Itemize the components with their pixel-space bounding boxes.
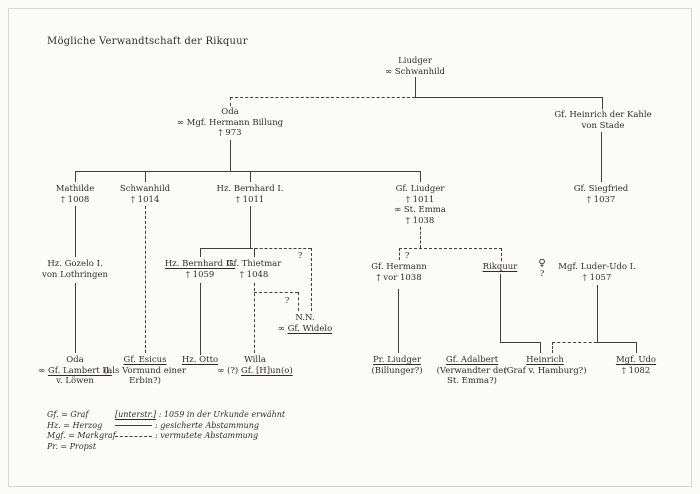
person-note: Erbin?)	[129, 376, 161, 386]
legend-underline-row	[115, 410, 285, 421]
death-date: † 1008	[60, 194, 90, 205]
legend-solid-row	[115, 421, 285, 432]
underlined-name: Gf. Esicus	[123, 355, 167, 365]
node-gf-liudger	[360, 184, 480, 226]
person-name: Gf. Thietmar	[226, 259, 282, 269]
legend-dashed-desc: : vermutete Abstammung	[155, 431, 259, 440]
underlined-spouse-name: Gf. Widelo	[287, 323, 333, 334]
edge-bernhard1-to-nn-dashed-h	[250, 248, 311, 249]
person-origin: v. Löwen	[56, 376, 94, 386]
female-icon: ♀	[538, 258, 546, 269]
edge-billung-children-bus	[75, 171, 420, 172]
edge-hermann-drop-dashed	[399, 248, 400, 260]
legend-dashed-row	[115, 431, 285, 442]
edge-thietmar-drop	[254, 248, 255, 257]
solid-line-swatch	[115, 425, 152, 426]
node-liudger-senior	[355, 56, 475, 77]
person-name: Hz. Bernhard I.	[216, 184, 284, 194]
edge-mathilde-drop	[75, 171, 76, 182]
underlined-name: Hz. Bernhard II.	[164, 259, 236, 269]
person-name: Oda	[66, 355, 84, 365]
edge-thietmar-to-nn-dashed-v	[298, 292, 299, 311]
edge-hermann-to-prliudger	[398, 289, 399, 353]
question-mark-hermann: ?	[405, 251, 410, 260]
underlined-spouse-name: Gf. [H]un(o)	[240, 365, 293, 376]
person-note: St. Emma?)	[447, 376, 497, 386]
node-gozelo	[15, 259, 135, 280]
edge-liudgersr-to-heinrichkahle	[415, 97, 602, 98]
edge-liudgersr-riser	[415, 77, 416, 97]
legend-abbreviations	[47, 410, 116, 452]
person-name: Oda	[221, 107, 239, 117]
page-title: Mögliche Verwandtschaft der Rikquur	[47, 36, 248, 47]
death-date: † 1011	[235, 194, 265, 205]
underlined-name: Pr. Liudger	[372, 355, 422, 365]
edge-gfliudger-drop	[420, 171, 421, 182]
legend-abbr-gf: Gf. = Graf	[47, 410, 89, 419]
edge-bernhard1-riser	[250, 206, 251, 248]
person-name: Liudger	[398, 56, 432, 66]
underlined-name: Hz. Otto	[181, 355, 219, 365]
edge-rikquur-to-heinrich-h	[500, 342, 540, 343]
person-name: Schwanhild	[119, 184, 171, 194]
death-date: † 973	[218, 128, 242, 138]
node-bernhard-1	[190, 184, 310, 205]
edge-luderudo-to-udo-h	[597, 342, 636, 343]
legend-solid-desc: : gesicherte Abstammung	[155, 420, 260, 430]
edge-gozelo-to-oda	[75, 283, 76, 353]
edge-liudgersr-to-oda-dashed	[230, 97, 415, 98]
person-spouse: ∞ Mgf. Hermann Billung	[176, 117, 284, 128]
underlined-name: Rikquur	[482, 262, 518, 272]
node-thietmar	[194, 259, 314, 280]
spouse-death-date: † 1038	[405, 215, 435, 226]
edge-rikquur-drop-dashed	[501, 248, 502, 261]
underlined-name: Mgf. Udo	[615, 355, 657, 365]
edge-heinrichkahle-drop	[602, 97, 603, 109]
marriage-symbol: ∞	[277, 323, 288, 334]
question-mark-nn-from-bernhard: ?	[298, 251, 303, 260]
death-date: † 1014	[130, 194, 160, 205]
node-heinrich-der-kahle	[543, 110, 663, 131]
question-mark-nn-from-thietmar: ?	[285, 296, 290, 305]
edge-odabillung-riser	[230, 140, 231, 171]
underlined-name: Heinrich	[526, 355, 564, 365]
death-date: † 1048	[239, 269, 269, 280]
node-willa	[195, 355, 315, 376]
node-nn-widelo	[245, 313, 365, 334]
person-note: (Graf v. Hamburg?)	[503, 365, 587, 376]
edge-heinrich-drop-dashed	[552, 342, 553, 353]
edge-bernhard2-drop	[200, 248, 201, 257]
person-spouse: ∞ Schwanhild	[384, 66, 445, 77]
edge-schwanhild-drop	[145, 171, 146, 182]
legend-abbr-mgf: Mgf. = Markgraf	[47, 431, 116, 440]
legend-underline-desc: : 1059 in der Urkunde erwähnt	[158, 410, 286, 419]
marriage-symbol: ∞ (?)	[217, 365, 241, 376]
death-date: † 1037	[586, 194, 616, 205]
legend-abbr-hz: Hz. = Herzog	[47, 420, 103, 430]
person-note: (Verwandter der	[436, 365, 508, 376]
edge-heinrichkahle-to-siegfried	[601, 132, 602, 182]
node-siegfried	[541, 184, 661, 205]
death-date: † 1082	[621, 365, 651, 376]
person-spouse: ∞ St. Emma	[394, 205, 446, 215]
edge-udo-drop	[636, 342, 637, 353]
person-name: N.N.	[295, 313, 315, 323]
person-name: Gf. Hermann	[371, 262, 427, 272]
edge-gfliudger-children-bus-dashed	[399, 248, 502, 249]
underlined-spouse-name: Gf. Lambert II.	[47, 365, 112, 376]
spouse-line	[245, 324, 365, 335]
death-date: † vor 1038	[376, 272, 422, 283]
edge-bernhard1-drop	[250, 171, 251, 182]
person-note: (als Vormund einer	[103, 365, 187, 376]
underlined-name: Gf. Adalbert	[445, 355, 499, 365]
node-udo-2	[576, 355, 696, 376]
edge-gfliudger-riser-dashed	[420, 227, 421, 248]
node-oda-billung	[165, 107, 295, 139]
edge-bernhard1-children-bus	[200, 248, 250, 249]
person-name: Gf. Siegfried	[573, 184, 629, 194]
edge-luderudo-to-heinrich-dashed-h	[552, 342, 597, 343]
person-name: Mgf. Luder-Udo I.	[558, 262, 636, 272]
legend-underline-term: [unterstr.]	[115, 410, 157, 419]
death-date: † 1059	[185, 269, 215, 280]
person-note: (Billunger?)	[371, 365, 423, 376]
person-origin: von Lothringen	[42, 269, 108, 280]
legend-abbr-pr: Pr. = Propst	[47, 441, 97, 451]
legend-keys	[115, 410, 285, 442]
person-name: Gf. Heinrich der Kahle	[554, 110, 652, 120]
edge-heinrich-drop-solid	[540, 342, 541, 353]
question-mark-unknown-female: ?	[539, 269, 545, 279]
edge-rikquur-down	[500, 274, 501, 342]
edge-oda-drop-dashed	[230, 97, 231, 106]
edge-luderudo-down	[597, 285, 598, 342]
person-name: Hz. Gozelo I.	[47, 259, 103, 269]
edge-mathilde-to-gozelo	[75, 206, 76, 257]
person-name: Gf. Liudger	[395, 184, 445, 194]
death-date: † 1057	[582, 272, 612, 283]
person-name	[576, 355, 696, 366]
edge-thietmar-to-nn-dashed-h	[254, 292, 298, 293]
person-origin: von Stade	[581, 120, 625, 131]
node-schwanhild	[85, 184, 205, 205]
node-luder-udo-1	[537, 262, 657, 283]
person-name: Willa	[244, 355, 266, 365]
edge-bernhard2-to-otto	[200, 283, 201, 355]
spouse-line	[195, 366, 315, 377]
dashed-line-swatch	[115, 436, 152, 437]
person-name: Mathilde	[55, 184, 95, 194]
death-date: † 1011	[405, 194, 435, 205]
marriage-symbol: ∞	[38, 365, 48, 376]
